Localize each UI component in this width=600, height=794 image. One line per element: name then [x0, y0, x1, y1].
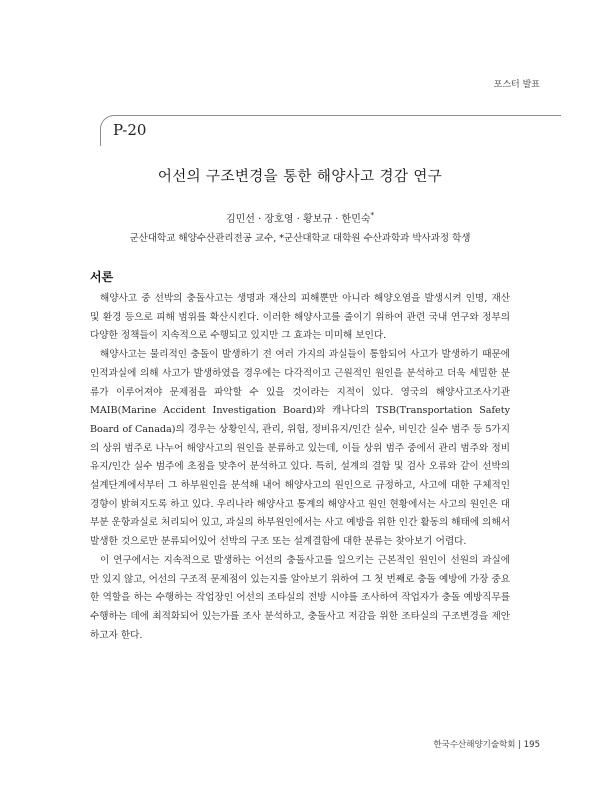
paragraph: 해양사고 중 선박의 충돌사고는 생명과 재산의 피해뿐만 아니라 해양오염을 발생시켜 인명, 재산 및 환경 등으로 피해 범위를 확산시킨다. 이러한 해양사고를 줄이기 위하여 관련 국내 연구와 정부의 다양한 정책들이 지속적으로 수행되고 있지만 그 효과는 미미해 보인다.	[90, 293, 510, 342]
page-footer: 한국수산해양기술학회 | 195	[433, 740, 540, 750]
poster-id: P-20	[113, 121, 147, 139]
corresponding-author-mark: *	[370, 211, 375, 220]
poster-id-frame	[100, 115, 561, 146]
affiliation: 군산대학교 해양수산관리전공 교수, *군산대학교 대학원 수산과학과 박사과정 학생	[129, 233, 471, 244]
paragraph: 이 연구에서는 지속적으로 발생하는 어선의 충돌사고를 일으키는 근본적인 원인이 선원의 과실에만 있지 않고, 어선의 구조적 문제점이 있는지를 알아보기 위하여 그 첫 번째로 충돌 예방에 가장 중요한 역할을 하는 수행하는 작업장인 어선의 조타실의 전방 시야를 조사하여 작업자가 충돌 예방직무를 수행하는 데에 최적화되어 있는가를 조사 분석하고, 충돌사고 저감을 위한 조타실의 구조변경을 제안하고자 한다.	[90, 554, 510, 641]
author-names: 김민선 · 장호영 · 황보규 · 한민숙	[225, 214, 371, 225]
author-list	[0, 210, 600, 225]
body-text	[90, 290, 510, 645]
section-label: 포스터 발표	[493, 80, 540, 90]
paragraph: 해양사고는 물리적인 충돌이 발생하기 전 여러 가지의 과실들이 통합되어 사고가 발생하기 때문에 인적과실에 의해 사고가 발생하였을 경우에는 다각적이고 근원적인 원인을 분석하고 더욱 세밀한 분류가 이루어져야 문제점을 파악할 수 있을 것이라는 지적이 있다. 영국의 해양사고조사기관 MAIB(Marine Accident Investigation Board)와 캐나다의 TSB(Transportation Safety Board of Canada)의 경우는 상황인식, 관리, 위험, 정비유지/인간 실수, 비인간 실수 범주 등 5가지의 상위 범주로 나누어 해양사고의 원인을 분류하고 있는데, 이들 상위 범주 중에서 관리 범주와 정비유지/인간 실수 범주에 초점을 맞추어 분석하고 있다. 특히, 설계의 결함 및 검사 오류와 같이 선박의 설계단계에서부터 그 하부원인을 분석해 내어 해양사고의 원인으로 규정하고, 사고에 대한 구체적인 경향이 밝혀지도록 하고 있다. 우리나라 해양사고 통계의 해양사고 원인 현황에서는 사고의 원인은 대부분 운항과실로 처리되어 있고, 과실의 하부원인에서는 사고 예방을 위한 인간 활동의 해태에 의해서 발생한 것으로만 분류되어있어 선박의 구조 또는 설계결함에 대한 분류는 찾아보기 어렵다.	[90, 349, 510, 548]
section-heading: 서론	[90, 270, 114, 284]
paper-title: 어선의 구조변경을 통한 해양사고 경감 연구	[157, 169, 443, 185]
